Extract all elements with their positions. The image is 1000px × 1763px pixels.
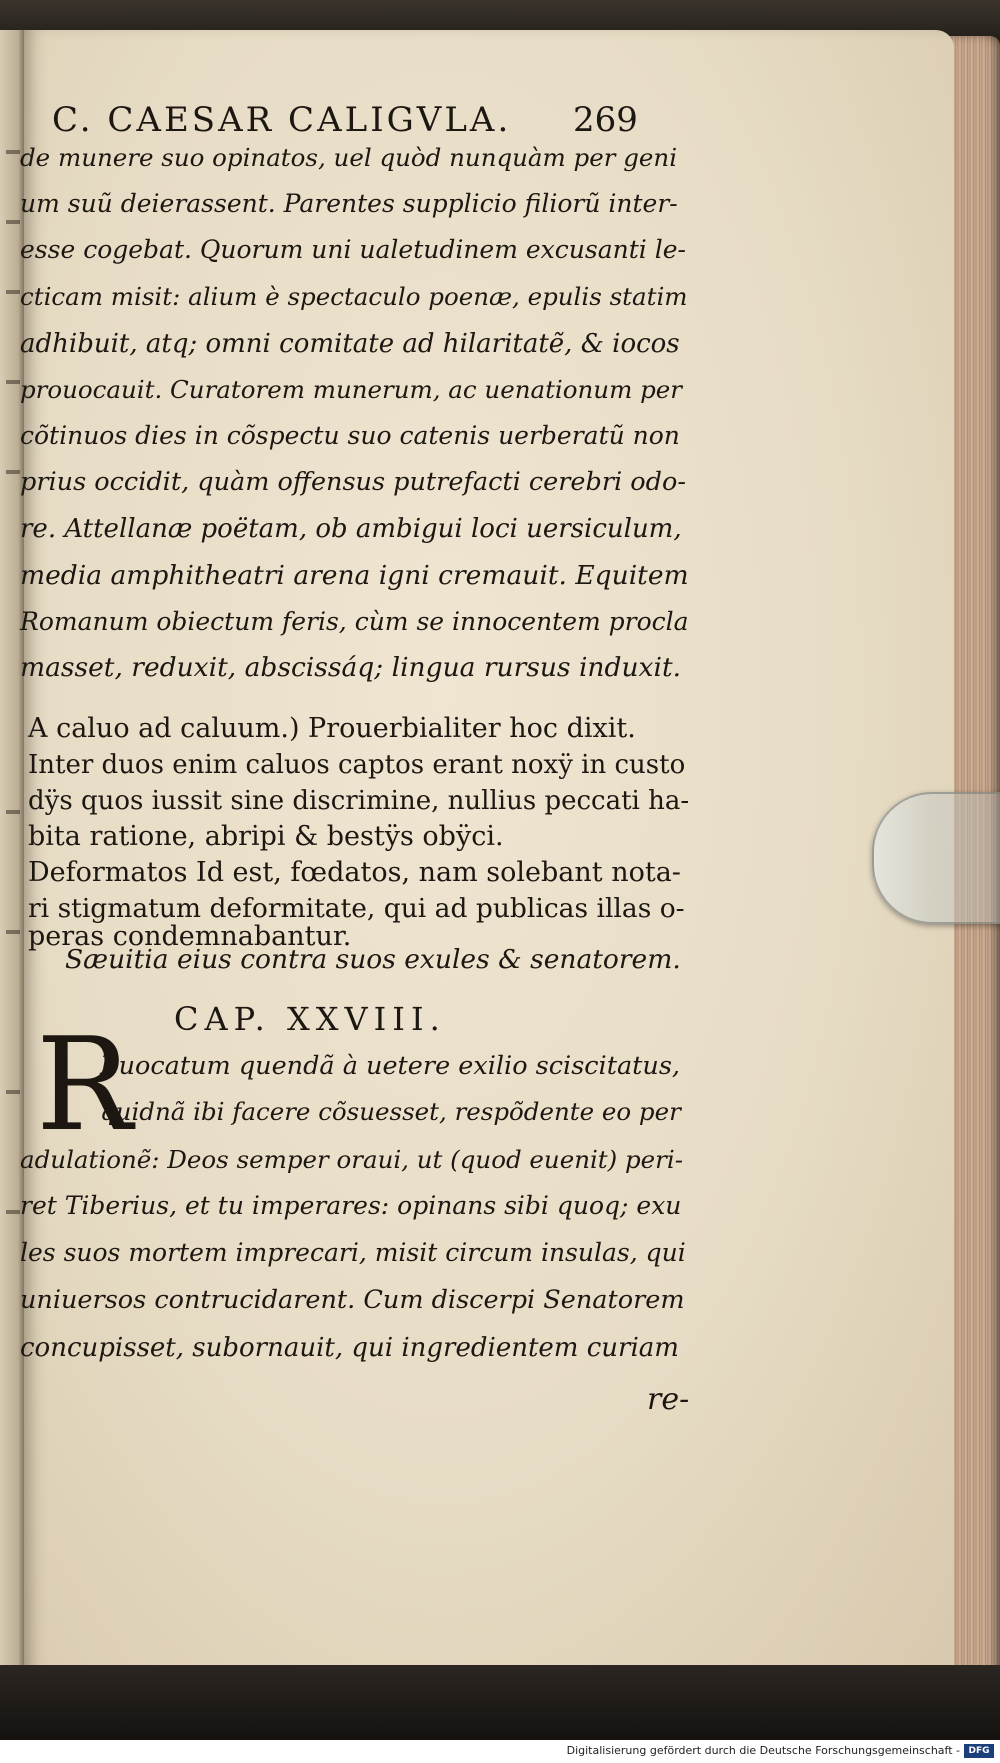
note-line: peras condemnabantur. [28,921,352,952]
note-line: dÿs quos iussit sine discrimine, nullius peccati ha- [28,786,690,816]
page-clip [872,792,1000,924]
text-line: de munere suo opinatos, uel quòd nunquàm per geni [20,143,678,172]
footer-bar [0,1740,1000,1763]
facing-page-mark [6,380,20,384]
text-line: adhibuit, atq; omni comitate ad hilaritatẽ, & iocos [20,329,680,359]
dfg-logo: DFG [964,1744,994,1758]
facing-page-mark [6,810,20,814]
text-line: re. Attellanæ poëtam, ob ambigui loci uersiculum, [20,514,682,544]
chapter-summary: Sæuitia eius contra suos exules & senatorem. [65,944,681,975]
note-line: Inter duos enim caluos captos erant noxÿ in custo [28,750,686,780]
chapter-heading: CAP. XXVIII. [174,1000,446,1038]
note-line: ri stigmatum deformitate, qui ad publicas illas o- [28,893,685,924]
text-line: adulationẽ: Deos semper oraui, ut (quod euenit) peri- [20,1145,684,1174]
text-line: prouocauit. Curatorem munerum, ac uenationum per [20,375,682,404]
running-head: C. CAESAR CALIGVLA. [52,100,512,140]
text-line: cõtinuos dies in cõspectu suo catenis uerberatũ non [20,421,680,450]
text-line: esse cogebat. Quorum uni ualetudinem excusanti le- [20,235,686,264]
text-line: prius occidit, quàm offensus putrefacti cerebri odo- [20,467,686,497]
drop-cap: R [36,1011,133,1160]
text-line: quidnã ibi facere cõsuesset, respõdente eo per [100,1097,681,1126]
text-line: uniuersos contrucidarent. Cum discerpi Senatorem [20,1285,685,1315]
text-line: les suos mortem imprecari, misit circum insulas, qui [20,1238,686,1267]
note-line: A caluo ad caluum.) Prouerbialiter hoc dixit. [28,713,636,744]
text-line: Romanum obiectum feris, cùm se innocentem procla [20,607,689,636]
text-line: ret Tiberius, et tu imperares: opinans sibi quoq; exu [20,1191,682,1220]
text-line: masset, reduxit, abscissáq; lingua rursus induxit. [20,652,682,683]
facing-page-mark [6,1210,20,1214]
page-number: 269 [573,100,638,140]
text-line: concupisset, subornauit, qui ingredientem curiam [20,1333,679,1363]
bottom-shadow [0,1665,1000,1740]
facing-page-mark [6,290,20,294]
text-line: Euocatum quendã à uetere exilio sciscitatus, [100,1051,681,1081]
facing-page-mark [6,1090,20,1094]
catchword: re- [647,1382,690,1417]
note-line: Deformatos Id est, fœdatos, nam solebant nota- [28,857,681,888]
facing-page-mark [6,470,20,474]
text-line: cticam misit: alium è spectaculo poenæ, epulis statim [20,282,688,311]
note-line: bita ratione, abripi & bestÿs obÿci. [28,821,504,852]
facing-page-mark [6,220,20,224]
text-line: media amphitheatri arena igni cremauit. Equitem [20,560,689,591]
text-line: um suũ deierassent. Parentes supplicio filiorũ inter- [20,189,678,218]
facing-page-mark [6,150,20,154]
footer-credit: Digitalisierung gefördert durch die Deutsche Forschungsgemeinschaft - [566,1744,960,1757]
facing-page-mark [6,930,20,934]
